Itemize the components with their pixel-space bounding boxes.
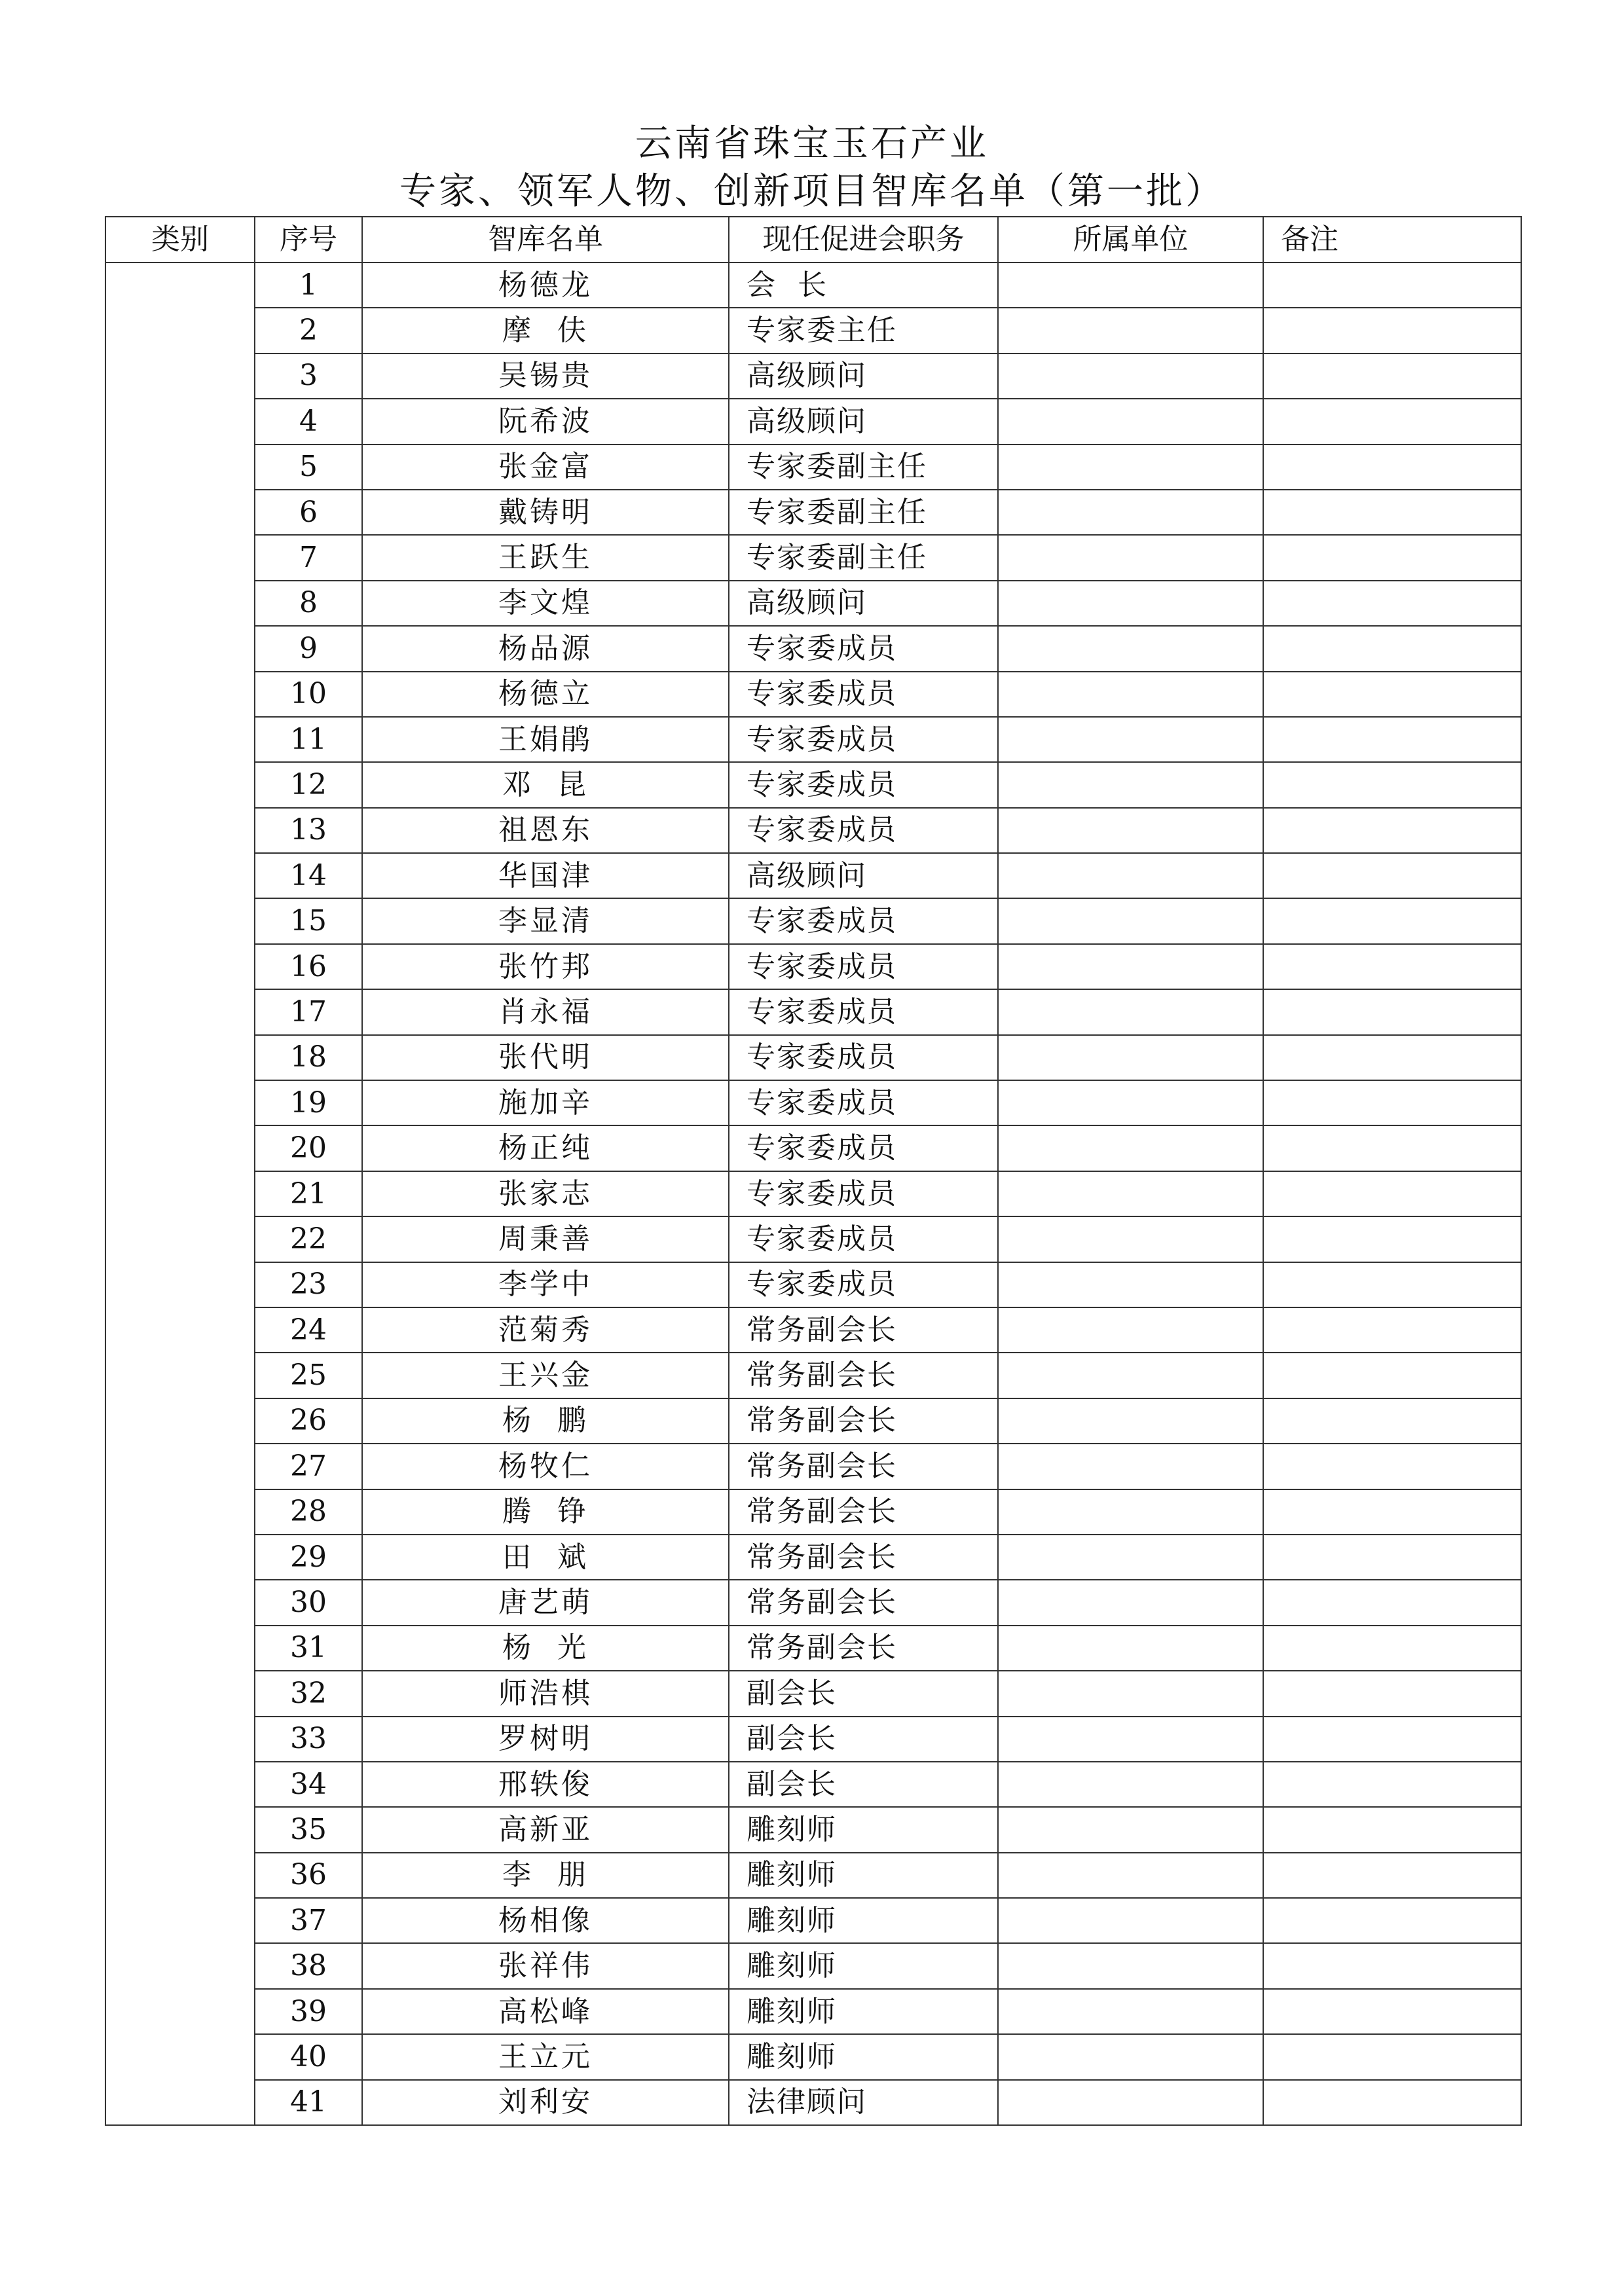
unit-cell bbox=[998, 1898, 1263, 1943]
unit-cell bbox=[998, 1626, 1263, 1671]
name-cell: 祖恩东 bbox=[362, 808, 729, 853]
table-row bbox=[105, 1535, 1521, 1580]
number-cell: 31 bbox=[255, 1626, 362, 1671]
table-row bbox=[105, 1989, 1521, 2034]
number-cell: 4 bbox=[255, 399, 362, 444]
note-cell bbox=[1263, 808, 1521, 853]
name-cell: 唐艺萌 bbox=[362, 1580, 729, 1625]
position-cell: 专家委成员 bbox=[729, 808, 998, 853]
position-cell: 专家委副主任 bbox=[729, 445, 998, 490]
note-cell bbox=[1263, 1535, 1521, 1580]
unit-cell bbox=[998, 308, 1263, 353]
note-cell bbox=[1263, 445, 1521, 490]
position-cell: 专家委成员 bbox=[729, 672, 998, 717]
number-cell: 19 bbox=[255, 1080, 362, 1125]
unit-cell bbox=[998, 1307, 1263, 1353]
number-cell: 8 bbox=[255, 581, 362, 626]
note-cell bbox=[1263, 1262, 1521, 1307]
note-cell bbox=[1263, 308, 1521, 353]
note-cell bbox=[1263, 581, 1521, 626]
position-cell: 专家委成员 bbox=[729, 1171, 998, 1216]
unit-cell bbox=[998, 1444, 1263, 1489]
note-cell bbox=[1263, 1762, 1521, 1807]
unit-cell bbox=[998, 1535, 1263, 1580]
number-cell: 25 bbox=[255, 1353, 362, 1398]
number-cell: 21 bbox=[255, 1171, 362, 1216]
note-cell bbox=[1263, 1671, 1521, 1716]
name-cell: 高松峰 bbox=[362, 1989, 729, 2034]
note-cell bbox=[1263, 1989, 1521, 2034]
note-cell bbox=[1263, 626, 1521, 671]
table-row bbox=[105, 308, 1521, 353]
unit-cell bbox=[998, 1943, 1263, 1988]
table-row bbox=[105, 1035, 1521, 1080]
table-row bbox=[105, 445, 1521, 490]
unit-cell bbox=[998, 1717, 1263, 1762]
note-cell bbox=[1263, 1807, 1521, 1852]
number-cell: 36 bbox=[255, 1853, 362, 1898]
unit-cell bbox=[998, 853, 1263, 898]
position-cell: 专家委成员 bbox=[729, 1035, 998, 1080]
number-cell: 26 bbox=[255, 1398, 362, 1444]
name-cell: 杨 光 bbox=[362, 1626, 729, 1671]
note-cell bbox=[1263, 989, 1521, 1034]
name-cell: 摩 伕 bbox=[362, 308, 729, 353]
number-cell: 34 bbox=[255, 1762, 362, 1807]
position-cell: 雕刻师 bbox=[729, 2034, 998, 2079]
note-cell bbox=[1263, 2034, 1521, 2079]
unit-cell bbox=[998, 1580, 1263, 1625]
note-cell bbox=[1263, 1898, 1521, 1943]
position-cell: 会 长 bbox=[729, 263, 998, 308]
unit-cell bbox=[998, 1489, 1263, 1535]
name-cell: 邢轶俊 bbox=[362, 1762, 729, 1807]
position-cell: 常务副会长 bbox=[729, 1444, 998, 1489]
table-row bbox=[105, 717, 1521, 762]
number-cell: 39 bbox=[255, 1989, 362, 2034]
number-cell: 33 bbox=[255, 1717, 362, 1762]
number-cell: 16 bbox=[255, 944, 362, 989]
table-row bbox=[105, 1262, 1521, 1307]
position-cell: 专家委成员 bbox=[729, 1080, 998, 1125]
position-cell: 雕刻师 bbox=[729, 1943, 998, 1988]
note-cell bbox=[1263, 1943, 1521, 1988]
table-row bbox=[105, 1943, 1521, 1988]
number-cell: 29 bbox=[255, 1535, 362, 1580]
number-cell: 27 bbox=[255, 1444, 362, 1489]
table-row bbox=[105, 1307, 1521, 1353]
name-cell: 戴铸明 bbox=[362, 490, 729, 535]
position-cell: 高级顾问 bbox=[729, 354, 998, 399]
note-cell bbox=[1263, 263, 1521, 308]
unit-cell bbox=[998, 535, 1263, 580]
note-cell bbox=[1263, 490, 1521, 535]
name-cell: 王娟鹃 bbox=[362, 717, 729, 762]
unit-cell bbox=[998, 354, 1263, 399]
name-cell: 刘利安 bbox=[362, 2080, 729, 2125]
unit-cell bbox=[998, 1125, 1263, 1171]
number-cell: 18 bbox=[255, 1035, 362, 1080]
name-cell: 杨德立 bbox=[362, 672, 729, 717]
unit-cell bbox=[998, 898, 1263, 943]
name-cell: 杨品源 bbox=[362, 626, 729, 671]
table-row bbox=[105, 1353, 1521, 1398]
name-cell: 杨牧仁 bbox=[362, 1444, 729, 1489]
name-cell: 高新亚 bbox=[362, 1807, 729, 1852]
table-row bbox=[105, 354, 1521, 399]
position-cell: 高级顾问 bbox=[729, 581, 998, 626]
number-cell: 24 bbox=[255, 1307, 362, 1353]
table-row bbox=[105, 490, 1521, 535]
position-cell: 常务副会长 bbox=[729, 1535, 998, 1580]
note-cell bbox=[1263, 1626, 1521, 1671]
number-cell: 5 bbox=[255, 445, 362, 490]
name-cell: 张祥伟 bbox=[362, 1943, 729, 1988]
name-cell: 李显清 bbox=[362, 898, 729, 943]
table-row bbox=[105, 853, 1521, 898]
name-cell: 施加辛 bbox=[362, 1080, 729, 1125]
table-row bbox=[105, 672, 1521, 717]
position-cell: 常务副会长 bbox=[729, 1626, 998, 1671]
number-cell: 11 bbox=[255, 717, 362, 762]
position-cell: 常务副会长 bbox=[729, 1398, 998, 1444]
number-cell: 9 bbox=[255, 626, 362, 671]
name-cell: 张代明 bbox=[362, 1035, 729, 1080]
note-cell bbox=[1263, 1717, 1521, 1762]
table-row bbox=[105, 1580, 1521, 1625]
table-row bbox=[105, 1125, 1521, 1171]
position-cell: 专家委成员 bbox=[729, 944, 998, 989]
name-cell: 腾 铮 bbox=[362, 1489, 729, 1535]
number-cell: 3 bbox=[255, 354, 362, 399]
unit-cell bbox=[998, 2034, 1263, 2079]
name-cell: 杨德龙 bbox=[362, 263, 729, 308]
number-cell: 35 bbox=[255, 1807, 362, 1852]
note-cell bbox=[1263, 717, 1521, 762]
table-row bbox=[105, 1216, 1521, 1262]
number-cell: 37 bbox=[255, 1898, 362, 1943]
note-cell bbox=[1263, 853, 1521, 898]
name-cell: 范菊秀 bbox=[362, 1307, 729, 1353]
header-name: 智库名单 bbox=[362, 217, 729, 263]
table-header-row bbox=[105, 217, 1521, 263]
unit-cell bbox=[998, 1989, 1263, 2034]
unit-cell bbox=[998, 672, 1263, 717]
note-cell bbox=[1263, 1853, 1521, 1898]
document-title: 云南省珠宝玉石产业 bbox=[635, 122, 989, 165]
number-cell: 1 bbox=[255, 263, 362, 308]
number-cell: 28 bbox=[255, 1489, 362, 1535]
note-cell bbox=[1263, 1035, 1521, 1080]
note-cell bbox=[1263, 354, 1521, 399]
unit-cell bbox=[998, 581, 1263, 626]
unit-cell bbox=[998, 2080, 1263, 2125]
position-cell: 常务副会长 bbox=[729, 1489, 998, 1535]
unit-cell bbox=[998, 1216, 1263, 1262]
note-cell bbox=[1263, 1353, 1521, 1398]
table-row bbox=[105, 1398, 1521, 1444]
position-cell: 专家委副主任 bbox=[729, 535, 998, 580]
position-cell: 专家委成员 bbox=[729, 898, 998, 943]
unit-cell bbox=[998, 263, 1263, 308]
name-cell: 田 斌 bbox=[362, 1535, 729, 1580]
name-cell: 邓 昆 bbox=[362, 762, 729, 807]
position-cell: 高级顾问 bbox=[729, 853, 998, 898]
table-row bbox=[105, 944, 1521, 989]
name-cell: 李 朋 bbox=[362, 1853, 729, 1898]
table-body bbox=[105, 263, 1521, 2125]
number-cell: 17 bbox=[255, 989, 362, 1034]
position-cell: 副会长 bbox=[729, 1671, 998, 1716]
unit-cell bbox=[998, 1353, 1263, 1398]
number-cell: 38 bbox=[255, 1943, 362, 1988]
number-cell: 13 bbox=[255, 808, 362, 853]
unit-cell bbox=[998, 1807, 1263, 1852]
position-cell: 法律顾问 bbox=[729, 2080, 998, 2125]
header-number: 序号 bbox=[255, 217, 362, 263]
unit-cell bbox=[998, 1035, 1263, 1080]
roster-table bbox=[105, 216, 1522, 2126]
name-cell: 罗树明 bbox=[362, 1717, 729, 1762]
position-cell: 专家委成员 bbox=[729, 989, 998, 1034]
table-row bbox=[105, 1717, 1521, 1762]
name-cell: 周秉善 bbox=[362, 1216, 729, 1262]
number-cell: 12 bbox=[255, 762, 362, 807]
note-cell bbox=[1263, 898, 1521, 943]
header-note: 备注 bbox=[1263, 217, 1521, 263]
position-cell: 雕刻师 bbox=[729, 1989, 998, 2034]
number-cell: 32 bbox=[255, 1671, 362, 1716]
table-row bbox=[105, 2080, 1521, 2125]
note-cell bbox=[1263, 1489, 1521, 1535]
name-cell: 李文煌 bbox=[362, 581, 729, 626]
position-cell: 副会长 bbox=[729, 1717, 998, 1762]
unit-cell bbox=[998, 1762, 1263, 1807]
position-cell: 专家委成员 bbox=[729, 717, 998, 762]
note-cell bbox=[1263, 1307, 1521, 1353]
number-cell: 20 bbox=[255, 1125, 362, 1171]
table-row bbox=[105, 581, 1521, 626]
number-cell: 6 bbox=[255, 490, 362, 535]
name-cell: 张竹邦 bbox=[362, 944, 729, 989]
position-cell: 专家委副主任 bbox=[729, 490, 998, 535]
table-row bbox=[105, 762, 1521, 807]
table-row bbox=[105, 1807, 1521, 1852]
name-cell: 阮希波 bbox=[362, 399, 729, 444]
table-row bbox=[105, 1444, 1521, 1489]
name-cell: 张家志 bbox=[362, 1171, 729, 1216]
position-cell: 专家委成员 bbox=[729, 626, 998, 671]
name-cell: 王跃生 bbox=[362, 535, 729, 580]
unit-cell bbox=[998, 1398, 1263, 1444]
unit-cell bbox=[998, 445, 1263, 490]
unit-cell bbox=[998, 1262, 1263, 1307]
table-row bbox=[105, 1898, 1521, 1943]
position-cell: 常务副会长 bbox=[729, 1307, 998, 1353]
note-cell bbox=[1263, 1080, 1521, 1125]
number-cell: 7 bbox=[255, 535, 362, 580]
unit-cell bbox=[998, 1171, 1263, 1216]
name-cell: 华国津 bbox=[362, 853, 729, 898]
note-cell bbox=[1263, 762, 1521, 807]
table-row bbox=[105, 1853, 1521, 1898]
position-cell: 雕刻师 bbox=[729, 1807, 998, 1852]
note-cell bbox=[1263, 944, 1521, 989]
note-cell bbox=[1263, 1398, 1521, 1444]
category-cell bbox=[105, 263, 255, 2125]
position-cell: 雕刻师 bbox=[729, 1898, 998, 1943]
name-cell: 杨 鹏 bbox=[362, 1398, 729, 1444]
header-unit: 所属单位 bbox=[998, 217, 1263, 263]
document-subtitle: 专家、领军人物、创新项目智库名单（第一批） bbox=[399, 170, 1225, 213]
table-row bbox=[105, 1762, 1521, 1807]
name-cell: 肖永福 bbox=[362, 989, 729, 1034]
header-category: 类别 bbox=[105, 217, 255, 263]
name-cell: 张金富 bbox=[362, 445, 729, 490]
table-row bbox=[105, 1489, 1521, 1535]
name-cell: 李学中 bbox=[362, 1262, 729, 1307]
name-cell: 杨正纯 bbox=[362, 1125, 729, 1171]
position-cell: 专家委成员 bbox=[729, 1216, 998, 1262]
note-cell bbox=[1263, 399, 1521, 444]
table-row bbox=[105, 1171, 1521, 1216]
note-cell bbox=[1263, 2080, 1521, 2125]
unit-cell bbox=[998, 1671, 1263, 1716]
table-row bbox=[105, 1626, 1521, 1671]
name-cell: 师浩棋 bbox=[362, 1671, 729, 1716]
note-cell bbox=[1263, 1580, 1521, 1625]
number-cell: 23 bbox=[255, 1262, 362, 1307]
table-row bbox=[105, 989, 1521, 1034]
position-cell: 高级顾问 bbox=[729, 399, 998, 444]
name-cell: 杨相像 bbox=[362, 1898, 729, 1943]
position-cell: 专家委主任 bbox=[729, 308, 998, 353]
number-cell: 40 bbox=[255, 2034, 362, 2079]
name-cell: 吴锡贵 bbox=[362, 354, 729, 399]
number-cell: 30 bbox=[255, 1580, 362, 1625]
number-cell: 41 bbox=[255, 2080, 362, 2125]
table-row bbox=[105, 808, 1521, 853]
unit-cell bbox=[998, 490, 1263, 535]
name-cell: 王立元 bbox=[362, 2034, 729, 2079]
table-row bbox=[105, 626, 1521, 671]
number-cell: 14 bbox=[255, 853, 362, 898]
table-row bbox=[105, 1080, 1521, 1125]
unit-cell bbox=[998, 808, 1263, 853]
note-cell bbox=[1263, 535, 1521, 580]
unit-cell bbox=[998, 717, 1263, 762]
note-cell bbox=[1263, 1171, 1521, 1216]
position-cell: 副会长 bbox=[729, 1762, 998, 1807]
table-row bbox=[105, 263, 1521, 308]
unit-cell bbox=[998, 626, 1263, 671]
position-cell: 专家委成员 bbox=[729, 762, 998, 807]
note-cell bbox=[1263, 1216, 1521, 1262]
unit-cell bbox=[998, 399, 1263, 444]
position-cell: 雕刻师 bbox=[729, 1853, 998, 1898]
unit-cell bbox=[998, 989, 1263, 1034]
number-cell: 10 bbox=[255, 672, 362, 717]
unit-cell bbox=[998, 762, 1263, 807]
name-cell: 王兴金 bbox=[362, 1353, 729, 1398]
note-cell bbox=[1263, 1444, 1521, 1489]
position-cell: 常务副会长 bbox=[729, 1580, 998, 1625]
number-cell: 15 bbox=[255, 898, 362, 943]
table-row bbox=[105, 535, 1521, 580]
unit-cell bbox=[998, 944, 1263, 989]
note-cell bbox=[1263, 672, 1521, 717]
header-position: 现任促进会职务 bbox=[729, 217, 998, 263]
table-row bbox=[105, 399, 1521, 444]
position-cell: 常务副会长 bbox=[729, 1353, 998, 1398]
position-cell: 专家委成员 bbox=[729, 1262, 998, 1307]
unit-cell bbox=[998, 1080, 1263, 1125]
table-row bbox=[105, 1671, 1521, 1716]
number-cell: 22 bbox=[255, 1216, 362, 1262]
position-cell: 专家委成员 bbox=[729, 1125, 998, 1171]
table-row bbox=[105, 898, 1521, 943]
number-cell: 2 bbox=[255, 308, 362, 353]
note-cell bbox=[1263, 1125, 1521, 1171]
unit-cell bbox=[998, 1853, 1263, 1898]
table-row bbox=[105, 2034, 1521, 2079]
